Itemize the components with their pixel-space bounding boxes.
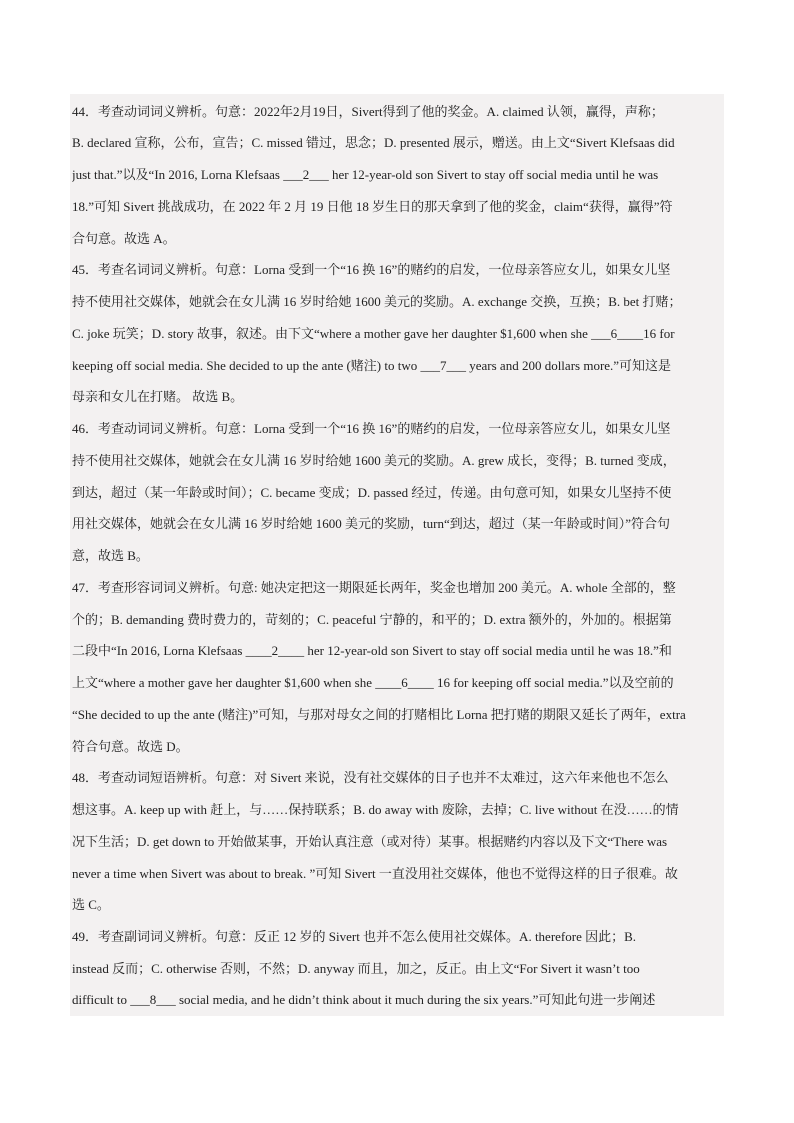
text-line: difficult to ___8___ social media, and he didn’t think about it much during the six years.”可知此句进一步阐述 <box>72 992 656 1007</box>
text-line: 持不使用社交媒体，她就会在女儿满 16 岁时给她 1600 美元的奖励。A. grew 成长，变得；B. turned 变成， <box>72 453 676 468</box>
text-line: instead 反而；C. otherwise 否则，不然；D. anyway 而且，加之，反正。由上文“For Sivert it wasn’t too <box>72 961 640 976</box>
text-line: 48．考查动词短语辨析。句意：对 Sivert 来说，没有社交媒体的日子也并不太难过，这六年来他也不怎么 <box>72 770 669 785</box>
text-line: 49．考查副词词义辨析。句意：反正 12 岁的 Sivert 也并不怎么使用社交媒体。A. therefore 因此；B. <box>72 929 637 944</box>
text-line: never a time when Sivert was about to break. ”可知 Sivert 一直没用社交媒体，他也不觉得这样的日子很难。故 <box>72 866 678 881</box>
text-line: 46．考查动词词义辨析。句意：Lorna 受到一个“16 换 16”的赌约的启发，一位母亲答应女儿，如果女儿坚 <box>72 421 671 436</box>
text-line: 想这事。A. keep up with 赶上，与……保持联系；B. do away with 废除，去掉；C. live without 在没……的情 <box>72 802 679 817</box>
text-line: 到达，超过（某一年龄或时间）；C. became 变成；D. passed 经过，传递。由句意可知，如果女儿坚持不使 <box>72 485 672 500</box>
text-line: 45．考查名词词义辨析。句意：Lorna 受到一个“16 换 16”的赌约的启发，一位母亲答应女儿，如果女儿坚 <box>72 262 671 277</box>
text-line: 二段中“In 2016, Lorna Klefsaas ____2____ her 12-year-old son Sivert to stay off social media until he was 18.”和 <box>72 643 672 658</box>
text-line: “She decided to up the ante (赌注)”可知，与那对母女之间的打赌相比 Lorna 把打赌的期限又延长了两年，extra <box>72 707 686 722</box>
text-line: 用社交媒体，她就会在女儿满 16 岁时给她 1600 美元的奖励，turn“到达，超过（某一年龄或时间）”符合句 <box>72 516 670 531</box>
text-line: keeping off social media. She decided to up the ante (赌注) to two ___7___ years and 200 dollars more.”可知这是 <box>72 358 672 373</box>
text-line: 47．考查形容词词义辨析。句意: 她决定把这一期限延长两年，奖金也增加 200 美元。A. whole 全部的，整 <box>72 580 676 595</box>
text-line: 18.”可知 Sivert 挑战成功，在 2022 年 2 月 19 日他 18 岁生日的那天拿到了他的奖金，claim“获得，赢得”符 <box>72 199 673 214</box>
answer-explanation-block <box>70 94 724 1016</box>
text-line: 符合句意。故选 D。 <box>72 739 189 754</box>
text-line: 选 C。 <box>72 897 110 912</box>
text-line: 持不使用社交媒体，她就会在女儿满 16 岁时给她 1600 美元的奖励。A. exchange 交换，互换；B. bet 打赌； <box>72 294 682 309</box>
text-line: 合句意。故选 A。 <box>72 231 176 246</box>
text-line: 个的；B. demanding 费时费力的，苛刻的；C. peaceful 宁静的，和平的；D. extra 额外的，外加的。根据第 <box>72 612 672 627</box>
text-line: 意，故选 B。 <box>72 548 149 563</box>
text-line: C. joke 玩笑；D. story 故事，叙述。由下文“where a mother gave her daughter $1,600 when she ___6____16 for <box>72 326 675 341</box>
text-line: 44．考查动词词义辨析。句意：2022年2月19日，Sivert得到了他的奖金。A. claimed 认领，赢得，声称； <box>72 104 664 119</box>
text-line: just that.”以及“In 2016, Lorna Klefsaas ___2___ her 12-year-old son Sivert to stay off social media until he was <box>72 167 659 182</box>
text-line: B. declared 宣称，公布，宣告；C. missed 错过，思念；D. presented 展示，赠送。由上文“Sivert Klefsaas did <box>72 135 675 150</box>
text-line: 母亲和女儿在打赌。 故选 B。 <box>72 389 244 404</box>
text-line: 上文“where a mother gave her daughter $1,600 when she ____6____ 16 for keeping off social media.”以及空前的 <box>72 675 674 690</box>
text-line: 况下生活；D. get down to 开始做某事，开始认真注意（或对待）某事。根据赌约内容以及下文“There was <box>72 834 668 849</box>
